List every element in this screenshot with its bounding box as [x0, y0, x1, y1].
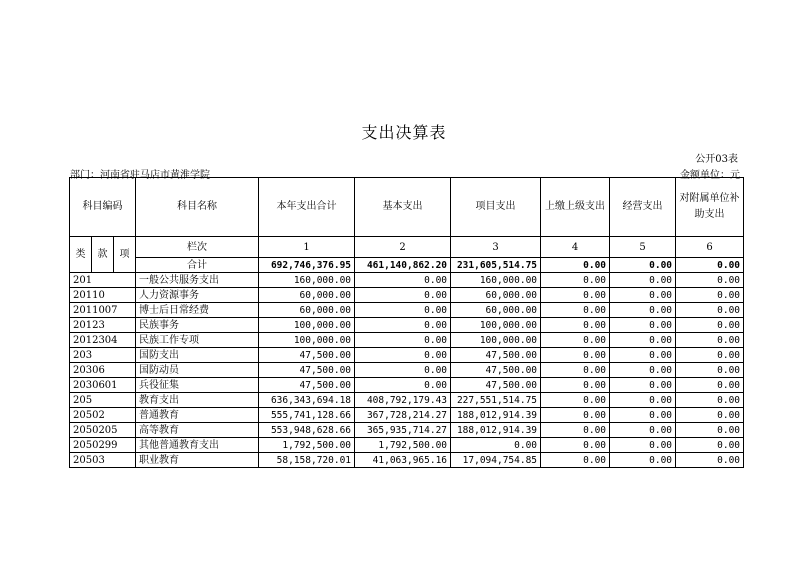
- page-title: 支出决算表: [361, 123, 447, 142]
- table-row: [70, 273, 744, 288]
- row-total-expense: 555,741,128.66: [259, 408, 355, 423]
- row-name: 教育支出: [136, 393, 259, 408]
- header-remit-superior: 上缴上级支出: [541, 178, 610, 237]
- row-basic-expense: 0.00: [355, 333, 451, 348]
- row-code: 20503: [70, 453, 136, 468]
- row-basic-expense: 367,728,214.27: [355, 408, 451, 423]
- row-project-expense: 17,094,754.85: [451, 453, 541, 468]
- row-subsidy-affiliates: 0.00: [676, 333, 744, 348]
- form-number: 公开03表: [695, 154, 738, 165]
- table-row: [70, 438, 744, 453]
- table-row: [70, 333, 744, 348]
- row-operating-expense: 0.00: [610, 408, 676, 423]
- row-operating-expense: 0.00: [610, 378, 676, 393]
- row-name: 普通教育: [136, 408, 259, 423]
- row-operating-expense: 0.00: [610, 288, 676, 303]
- col-num-3: 3: [451, 237, 541, 258]
- row-operating-expense: 0.00: [610, 453, 676, 468]
- row-operating-expense: 0.00: [610, 273, 676, 288]
- row-code: 2050205: [70, 423, 136, 438]
- row-name: 民族事务: [136, 318, 259, 333]
- row-total-expense: 47,500.00: [259, 378, 355, 393]
- total-c1: 692,746,376.95: [259, 258, 355, 273]
- table-row: [70, 408, 744, 423]
- table-row: [70, 393, 744, 408]
- row-subsidy-affiliates: 0.00: [676, 303, 744, 318]
- row-code: 20306: [70, 363, 136, 378]
- header-row: [70, 178, 744, 237]
- row-name: 国防支出: [136, 348, 259, 363]
- row-total-expense: 60,000.00: [259, 303, 355, 318]
- row-name: 兵役征集: [136, 378, 259, 393]
- header-xiang: 项: [114, 237, 136, 273]
- column-number-row: [70, 237, 744, 258]
- row-operating-expense: 0.00: [610, 333, 676, 348]
- row-project-expense: 0.00: [451, 438, 541, 453]
- row-project-expense: 100,000.00: [451, 333, 541, 348]
- total-c6: 0.00: [676, 258, 744, 273]
- header-operating-expense: 经营支出: [610, 178, 676, 237]
- row-project-expense: 60,000.00: [451, 303, 541, 318]
- row-name: 人力资源事务: [136, 288, 259, 303]
- row-basic-expense: 408,792,179.43: [355, 393, 451, 408]
- row-project-expense: 60,000.00: [451, 288, 541, 303]
- row-project-expense: 188,012,914.39: [451, 423, 541, 438]
- row-subsidy-affiliates: 0.00: [676, 288, 744, 303]
- row-subsidy-affiliates: 0.00: [676, 393, 744, 408]
- row-code: 2050299: [70, 438, 136, 453]
- row-subsidy-affiliates: 0.00: [676, 453, 744, 468]
- row-project-expense: 47,500.00: [451, 363, 541, 378]
- total-row: [70, 258, 744, 273]
- row-code: 20502: [70, 408, 136, 423]
- row-total-expense: 58,158,720.01: [259, 453, 355, 468]
- row-subsidy-affiliates: 0.00: [676, 348, 744, 363]
- row-name: 其他普通教育支出: [136, 438, 259, 453]
- row-project-expense: 100,000.00: [451, 318, 541, 333]
- row-basic-expense: 0.00: [355, 363, 451, 378]
- row-operating-expense: 0.00: [610, 303, 676, 318]
- row-name: 高等教育: [136, 423, 259, 438]
- row-operating-expense: 0.00: [610, 423, 676, 438]
- row-basic-expense: 0.00: [355, 288, 451, 303]
- row-subsidy-affiliates: 0.00: [676, 378, 744, 393]
- row-total-expense: 47,500.00: [259, 348, 355, 363]
- row-project-expense: 47,500.00: [451, 348, 541, 363]
- header-kuan: 款: [92, 237, 114, 273]
- row-remit-superior: 0.00: [541, 393, 610, 408]
- row-operating-expense: 0.00: [610, 348, 676, 363]
- col-num-4: 4: [541, 237, 610, 258]
- row-remit-superior: 0.00: [541, 333, 610, 348]
- table-row: [70, 348, 744, 363]
- row-subsidy-affiliates: 0.00: [676, 408, 744, 423]
- row-operating-expense: 0.00: [610, 363, 676, 378]
- header-code: 科目编码: [70, 178, 136, 237]
- row-operating-expense: 0.00: [610, 318, 676, 333]
- table-row: [70, 378, 744, 393]
- row-total-expense: 47,500.00: [259, 363, 355, 378]
- row-name: 一般公共服务支出: [136, 273, 259, 288]
- col-num-1: 1: [259, 237, 355, 258]
- table-row: [70, 288, 744, 303]
- row-name: 职业教育: [136, 453, 259, 468]
- row-total-expense: 553,948,628.66: [259, 423, 355, 438]
- row-total-expense: 100,000.00: [259, 318, 355, 333]
- row-total-expense: 1,792,500.00: [259, 438, 355, 453]
- table-row: [70, 318, 744, 333]
- table-row: [70, 363, 744, 378]
- row-remit-superior: 0.00: [541, 408, 610, 423]
- expenditure-table: [69, 177, 744, 468]
- total-c4: 0.00: [541, 258, 610, 273]
- row-project-expense: 47,500.00: [451, 378, 541, 393]
- row-remit-superior: 0.00: [541, 423, 610, 438]
- row-total-expense: 636,343,694.18: [259, 393, 355, 408]
- total-c3: 231,605,514.75: [451, 258, 541, 273]
- row-basic-expense: 41,063,965.16: [355, 453, 451, 468]
- header-name: 科目名称: [136, 178, 259, 237]
- row-remit-superior: 0.00: [541, 273, 610, 288]
- row-subsidy-affiliates: 0.00: [676, 318, 744, 333]
- header-subsidy-affiliates: 对附属单位补助支出: [676, 178, 744, 237]
- row-subsidy-affiliates: 0.00: [676, 438, 744, 453]
- row-basic-expense: 1,792,500.00: [355, 438, 451, 453]
- row-remit-superior: 0.00: [541, 318, 610, 333]
- row-remit-superior: 0.00: [541, 438, 610, 453]
- row-code: 20123: [70, 318, 136, 333]
- row-code: 2012304: [70, 333, 136, 348]
- row-basic-expense: 0.00: [355, 378, 451, 393]
- row-project-expense: 227,551,514.75: [451, 393, 541, 408]
- row-operating-expense: 0.00: [610, 438, 676, 453]
- row-subsidy-affiliates: 0.00: [676, 363, 744, 378]
- col-num-5: 5: [610, 237, 676, 258]
- row-name: 民族工作专项: [136, 333, 259, 348]
- table-row: [70, 423, 744, 438]
- total-c2: 461,140,862.20: [355, 258, 451, 273]
- row-remit-superior: 0.00: [541, 378, 610, 393]
- header-lei: 类: [70, 237, 92, 273]
- row-subsidy-affiliates: 0.00: [676, 423, 744, 438]
- row-code: 20110: [70, 288, 136, 303]
- row-code: 205: [70, 393, 136, 408]
- total-label: 合计: [136, 258, 259, 273]
- row-project-expense: 188,012,914.39: [451, 408, 541, 423]
- row-code: 201: [70, 273, 136, 288]
- header-total-expense: 本年支出合计: [259, 178, 355, 237]
- header-lanci: 栏次: [136, 237, 259, 258]
- col-num-6: 6: [676, 237, 744, 258]
- row-total-expense: 100,000.00: [259, 333, 355, 348]
- row-operating-expense: 0.00: [610, 393, 676, 408]
- header-basic-expense: 基本支出: [355, 178, 451, 237]
- row-basic-expense: 0.00: [355, 303, 451, 318]
- row-project-expense: 160,000.00: [451, 273, 541, 288]
- row-basic-expense: 0.00: [355, 318, 451, 333]
- row-code: 203: [70, 348, 136, 363]
- row-total-expense: 60,000.00: [259, 288, 355, 303]
- row-remit-superior: 0.00: [541, 303, 610, 318]
- row-name: 国防动员: [136, 363, 259, 378]
- table-row: [70, 453, 744, 468]
- row-remit-superior: 0.00: [541, 348, 610, 363]
- table-row: [70, 303, 744, 318]
- row-total-expense: 160,000.00: [259, 273, 355, 288]
- row-code: 2030601: [70, 378, 136, 393]
- row-basic-expense: 0.00: [355, 348, 451, 363]
- row-remit-superior: 0.00: [541, 288, 610, 303]
- department-label: 部门：河南省驻马店市黄淮学院: [70, 170, 210, 181]
- row-name: 博士后日常经费: [136, 303, 259, 318]
- amount-unit-label: 金额单位：元: [680, 170, 740, 181]
- row-subsidy-affiliates: 0.00: [676, 273, 744, 288]
- row-basic-expense: 365,935,714.27: [355, 423, 451, 438]
- col-num-2: 2: [355, 237, 451, 258]
- row-remit-superior: 0.00: [541, 453, 610, 468]
- header-project-expense: 项目支出: [451, 178, 541, 237]
- row-code: 2011007: [70, 303, 136, 318]
- total-c5: 0.00: [610, 258, 676, 273]
- row-remit-superior: 0.00: [541, 363, 610, 378]
- row-basic-expense: 0.00: [355, 273, 451, 288]
